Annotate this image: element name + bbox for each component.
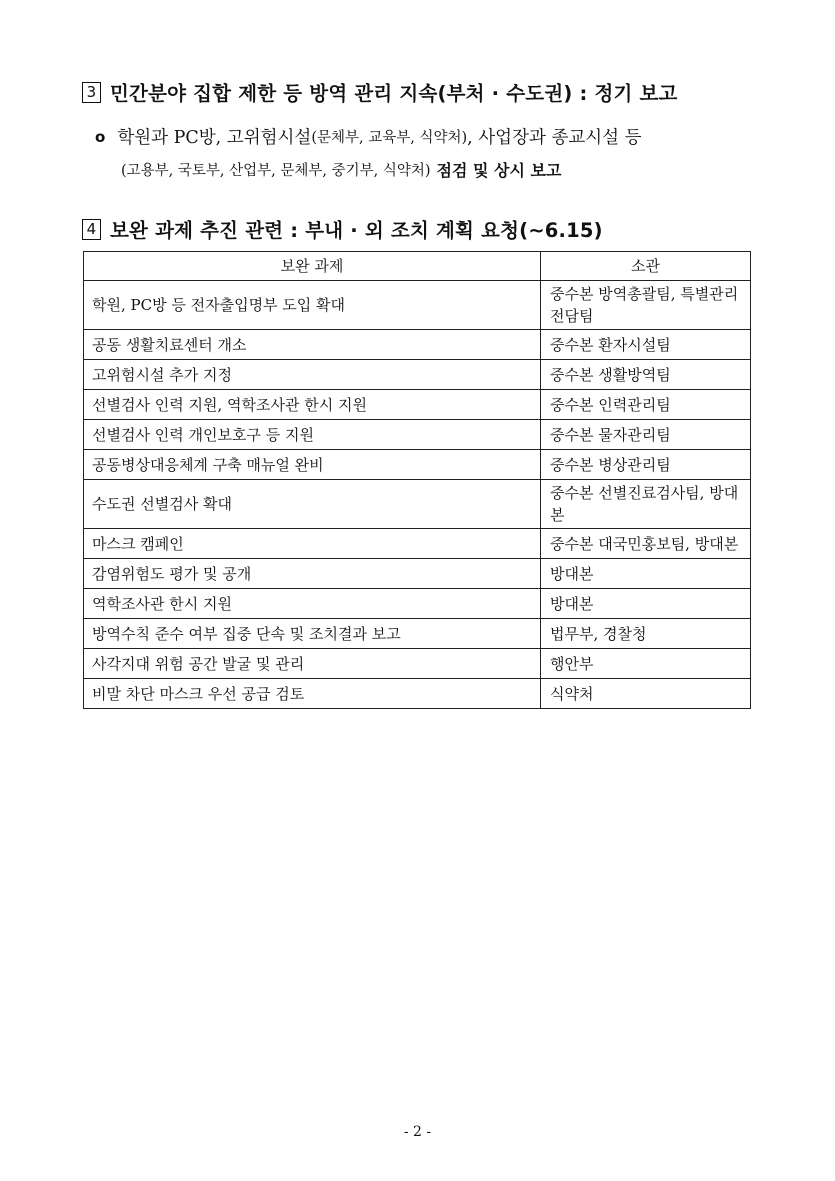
- section-4-heading: [82, 215, 603, 243]
- table-row: [84, 390, 751, 420]
- owner-cell: 중수본 대국민홍보팀, 방대본: [541, 529, 751, 559]
- bullet-line1-main: 학원과 PC방, 고위험시설: [117, 128, 312, 148]
- owner-cell: 방대본: [541, 589, 751, 619]
- owner-cell: 행안부: [541, 649, 751, 679]
- section-3-bullet-line-2: [121, 158, 561, 181]
- owner-cell: 중수본 방역총괄팀, 특별관리전담팀: [541, 281, 751, 330]
- header-task: 보완 과제: [84, 252, 541, 281]
- task-cell: 방역수칙 준수 여부 집중 단속 및 조치결과 보고: [84, 619, 541, 649]
- table-row: [84, 450, 751, 480]
- owner-cell: 중수본 생활방역팀: [541, 360, 751, 390]
- task-cell: 학원, PC방 등 전자출입명부 도입 확대: [84, 281, 541, 330]
- owner-cell: 중수본 선별진료검사팀, 방대본: [541, 480, 751, 529]
- bullet-line1-rest: , 사업장과 종교시설 등: [467, 128, 642, 148]
- owner-cell: 중수본 환자시설팀: [541, 330, 751, 360]
- task-cell: 수도권 선별검사 확대: [84, 480, 541, 529]
- tasks-table: [83, 251, 751, 709]
- owner-cell: 중수본 병상관리팀: [541, 450, 751, 480]
- task-cell: 선별검사 인력 지원, 역학조사관 한시 지원: [84, 390, 541, 420]
- task-cell: 공동 생활치료센터 개소: [84, 330, 541, 360]
- bullet-symbol: o: [95, 127, 106, 146]
- bullet-line2-paren: (고용부, 국토부, 산업부, 문체부, 중기부, 식약처): [121, 163, 431, 179]
- table-row: [84, 360, 751, 390]
- table-row: [84, 589, 751, 619]
- bullet-line1-paren: (문체부, 교육부, 식약처): [311, 130, 468, 146]
- task-cell: 역학조사관 한시 지원: [84, 589, 541, 619]
- owner-cell: 법무부, 경찰청: [541, 619, 751, 649]
- owner-cell: 식약처: [541, 679, 751, 709]
- owner-cell: 중수본 인력관리팀: [541, 390, 751, 420]
- section-4-number: 4: [82, 219, 101, 240]
- bullet-line2-bold: 점검 및 상시 보고: [436, 161, 562, 180]
- page-number: - 2 -: [403, 1124, 432, 1140]
- task-cell: 비말 차단 마스크 우선 공급 검토: [84, 679, 541, 709]
- section-3-bullet-line-1: [95, 124, 642, 149]
- section-4-title: 보완 과제 추진 관련 : 부내 · 외 조치 계획 요청(~6.15): [110, 219, 603, 242]
- table-row: [84, 281, 751, 330]
- table-header-row: [84, 252, 751, 281]
- table-row: [84, 330, 751, 360]
- table-row: [84, 420, 751, 450]
- table-row: [84, 529, 751, 559]
- table-row: [84, 679, 751, 709]
- task-cell: 사각지대 위험 공간 발굴 및 관리: [84, 649, 541, 679]
- header-owner: 소관: [541, 252, 751, 281]
- section-3-title: 민간분야 집합 제한 등 방역 관리 지속(부처 · 수도권) : 정기 보고: [110, 82, 678, 105]
- task-cell: 고위험시설 추가 지정: [84, 360, 541, 390]
- task-cell: 공동병상대응체계 구축 매뉴얼 완비: [84, 450, 541, 480]
- owner-cell: 방대본: [541, 559, 751, 589]
- table-row: [84, 649, 751, 679]
- table-row: [84, 559, 751, 589]
- table-row: [84, 619, 751, 649]
- task-cell: 감염위험도 평가 및 공개: [84, 559, 541, 589]
- task-cell: 선별검사 인력 개인보호구 등 지원: [84, 420, 541, 450]
- section-3-number: 3: [82, 82, 101, 103]
- task-cell: 마스크 캠페인: [84, 529, 541, 559]
- table-row: [84, 480, 751, 529]
- section-3-heading: [82, 78, 678, 106]
- owner-cell: 중수본 물자관리팀: [541, 420, 751, 450]
